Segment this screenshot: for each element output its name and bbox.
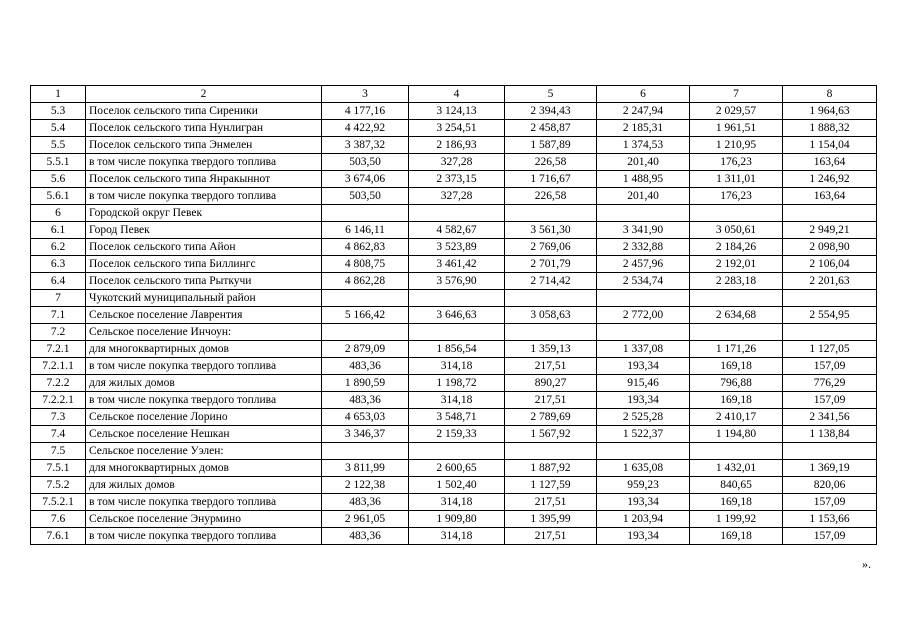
table-row (31, 222, 877, 239)
value-cell: 2 341,56 (783, 409, 877, 426)
row-number-cell: 5.3 (31, 103, 86, 120)
value-cell: 776,29 (783, 375, 877, 392)
value-cell: 1 887,92 (505, 460, 597, 477)
row-number-cell: 7.5.2 (31, 477, 86, 494)
row-number-cell: 7.6 (31, 511, 86, 528)
value-cell: 217,51 (505, 392, 597, 409)
table-row (31, 392, 877, 409)
value-cell: 2 184,26 (690, 239, 783, 256)
value-cell: 1 198,72 (409, 375, 505, 392)
table-row (31, 477, 877, 494)
row-name-cell: Поселок сельского типа Айон (86, 239, 322, 256)
value-cell: 483,36 (322, 494, 409, 511)
value-cell: 1 890,59 (322, 375, 409, 392)
value-cell: 169,18 (690, 358, 783, 375)
value-cell: 1 138,84 (783, 426, 877, 443)
row-number-cell: 7.1 (31, 307, 86, 324)
value-cell (409, 290, 505, 307)
value-cell (505, 205, 597, 222)
value-cell (409, 324, 505, 341)
value-cell: 1 210,95 (690, 137, 783, 154)
value-cell: 820,06 (783, 477, 877, 494)
table-row (31, 205, 877, 222)
value-cell: 503,50 (322, 154, 409, 171)
row-number-cell: 6.1 (31, 222, 86, 239)
value-cell: 2 714,42 (505, 273, 597, 290)
value-cell: 2 373,15 (409, 171, 505, 188)
value-cell: 3 674,06 (322, 171, 409, 188)
value-cell: 3 050,61 (690, 222, 783, 239)
value-cell: 1 171,26 (690, 341, 783, 358)
value-cell: 169,18 (690, 528, 783, 545)
table-row (31, 324, 877, 341)
value-cell: 1 522,37 (597, 426, 690, 443)
row-name-cell: Сельское поселение Энурмино (86, 511, 322, 528)
value-cell: 169,18 (690, 392, 783, 409)
value-cell: 1 567,92 (505, 426, 597, 443)
row-number-cell: 6.2 (31, 239, 86, 256)
row-name-cell: Городской округ Певек (86, 205, 322, 222)
value-cell (597, 205, 690, 222)
header-cell: 8 (783, 86, 877, 103)
value-cell: 201,40 (597, 154, 690, 171)
row-number-cell: 7.2.2 (31, 375, 86, 392)
value-cell (597, 443, 690, 460)
value-cell (409, 205, 505, 222)
value-cell (690, 290, 783, 307)
value-cell: 503,50 (322, 188, 409, 205)
value-cell: 796,88 (690, 375, 783, 392)
value-cell: 483,36 (322, 358, 409, 375)
row-name-cell: в том числе покупка твердого топлива (86, 188, 322, 205)
row-name-cell: Сельское поселение Инчоун: (86, 324, 322, 341)
value-cell: 1 964,63 (783, 103, 877, 120)
row-number-cell: 7.2.1 (31, 341, 86, 358)
value-cell: 2 525,28 (597, 409, 690, 426)
value-cell: 2 283,18 (690, 273, 783, 290)
value-cell: 2 701,79 (505, 256, 597, 273)
value-cell: 3 811,99 (322, 460, 409, 477)
row-name-cell: для многоквартирных домов (86, 341, 322, 358)
closing-quote-mark: ». (862, 557, 871, 571)
value-cell: 193,34 (597, 494, 690, 511)
row-number-cell: 7.5.2.1 (31, 494, 86, 511)
table-row (31, 154, 877, 171)
value-cell: 217,51 (505, 528, 597, 545)
row-name-cell: Сельское поселение Лаврентия (86, 307, 322, 324)
value-cell: 1 203,94 (597, 511, 690, 528)
table-row (31, 171, 877, 188)
value-cell: 4 862,83 (322, 239, 409, 256)
value-cell: 169,18 (690, 494, 783, 511)
value-cell: 915,46 (597, 375, 690, 392)
value-cell: 483,36 (322, 528, 409, 545)
row-name-cell: в том числе покупка твердого топлива (86, 494, 322, 511)
value-cell: 1 909,80 (409, 511, 505, 528)
table-row (31, 511, 877, 528)
value-cell: 4 422,92 (322, 120, 409, 137)
value-cell: 314,18 (409, 494, 505, 511)
value-cell: 2 029,57 (690, 103, 783, 120)
value-cell: 4 582,67 (409, 222, 505, 239)
value-cell: 2 458,87 (505, 120, 597, 137)
table-row (31, 256, 877, 273)
row-name-cell: Поселок сельского типа Сиреники (86, 103, 322, 120)
value-cell: 2 106,04 (783, 256, 877, 273)
value-cell: 193,34 (597, 392, 690, 409)
row-name-cell: в том числе покупка твердого топлива (86, 358, 322, 375)
value-cell: 327,28 (409, 188, 505, 205)
value-cell: 3 548,71 (409, 409, 505, 426)
header-cell: 7 (690, 86, 783, 103)
value-cell: 157,09 (783, 358, 877, 375)
row-number-cell: 5.6.1 (31, 188, 86, 205)
value-cell: 1 194,80 (690, 426, 783, 443)
value-cell: 176,23 (690, 154, 783, 171)
value-cell: 1 127,05 (783, 341, 877, 358)
row-name-cell: Чукотский муниципальный район (86, 290, 322, 307)
value-cell: 2 554,95 (783, 307, 877, 324)
value-cell: 1 246,92 (783, 171, 877, 188)
table-header-row (31, 86, 877, 103)
value-cell: 1 961,51 (690, 120, 783, 137)
value-cell (322, 290, 409, 307)
table-row (31, 273, 877, 290)
value-cell: 314,18 (409, 528, 505, 545)
table-row (31, 120, 877, 137)
row-name-cell: Город Певек (86, 222, 322, 239)
value-cell: 3 254,51 (409, 120, 505, 137)
value-cell: 5 166,42 (322, 307, 409, 324)
value-cell: 217,51 (505, 358, 597, 375)
value-cell: 1 856,54 (409, 341, 505, 358)
value-cell: 1 488,95 (597, 171, 690, 188)
value-cell: 2 159,33 (409, 426, 505, 443)
row-number-cell: 6.3 (31, 256, 86, 273)
value-cell: 1 432,01 (690, 460, 783, 477)
row-name-cell: Сельское поселение Нешкан (86, 426, 322, 443)
row-number-cell: 6.4 (31, 273, 86, 290)
value-cell: 176,23 (690, 188, 783, 205)
row-number-cell: 7.2.1.1 (31, 358, 86, 375)
value-cell: 2 186,93 (409, 137, 505, 154)
row-name-cell: в том числе покупка твердого топлива (86, 528, 322, 545)
value-cell: 483,36 (322, 392, 409, 409)
value-cell: 327,28 (409, 154, 505, 171)
value-cell: 2 185,31 (597, 120, 690, 137)
value-cell: 2 332,88 (597, 239, 690, 256)
value-cell: 2 789,69 (505, 409, 597, 426)
table-row (31, 528, 877, 545)
row-name-cell: для жилых домов (86, 477, 322, 494)
row-number-cell: 5.5.1 (31, 154, 86, 171)
value-cell: 163,64 (783, 154, 877, 171)
value-cell: 1 395,99 (505, 511, 597, 528)
tariff-table (30, 85, 877, 545)
value-cell (783, 324, 877, 341)
row-number-cell: 7.5.1 (31, 460, 86, 477)
value-cell: 2 410,17 (690, 409, 783, 426)
row-name-cell: Поселок сельского типа Биллингс (86, 256, 322, 273)
value-cell: 3 461,42 (409, 256, 505, 273)
table-row (31, 239, 877, 256)
value-cell (322, 205, 409, 222)
row-name-cell: Поселок сельского типа Энмелен (86, 137, 322, 154)
value-cell (783, 443, 877, 460)
value-cell: 1 154,04 (783, 137, 877, 154)
value-cell: 2 201,63 (783, 273, 877, 290)
value-cell: 3 341,90 (597, 222, 690, 239)
value-cell: 1 369,19 (783, 460, 877, 477)
value-cell (322, 324, 409, 341)
row-name-cell: Сельское поселение Уэлен: (86, 443, 322, 460)
value-cell: 2 098,90 (783, 239, 877, 256)
value-cell: 2 634,68 (690, 307, 783, 324)
row-name-cell: Поселок сельского типа Рыткучи (86, 273, 322, 290)
row-name-cell: для жилых домов (86, 375, 322, 392)
row-name-cell: в том числе покупка твердого топлива (86, 392, 322, 409)
value-cell: 959,23 (597, 477, 690, 494)
value-cell: 1 153,66 (783, 511, 877, 528)
table-row (31, 103, 877, 120)
value-cell (505, 290, 597, 307)
value-cell: 1 716,67 (505, 171, 597, 188)
row-number-cell: 7.2.2.1 (31, 392, 86, 409)
value-cell: 840,65 (690, 477, 783, 494)
value-cell: 201,40 (597, 188, 690, 205)
value-cell: 3 124,13 (409, 103, 505, 120)
value-cell (597, 324, 690, 341)
value-cell: 226,58 (505, 154, 597, 171)
value-cell: 1 199,92 (690, 511, 783, 528)
value-cell: 2 247,94 (597, 103, 690, 120)
row-number-cell: 7.4 (31, 426, 86, 443)
table-row (31, 426, 877, 443)
value-cell: 1 311,01 (690, 171, 783, 188)
value-cell: 3 523,89 (409, 239, 505, 256)
header-cell: 2 (86, 86, 322, 103)
value-cell: 4 653,03 (322, 409, 409, 426)
value-cell: 3 561,30 (505, 222, 597, 239)
value-cell (690, 443, 783, 460)
value-cell: 193,34 (597, 358, 690, 375)
table-row (31, 409, 877, 426)
value-cell: 1 635,08 (597, 460, 690, 477)
value-cell: 2 600,65 (409, 460, 505, 477)
row-number-cell: 5.5 (31, 137, 86, 154)
value-cell (505, 443, 597, 460)
value-cell: 193,34 (597, 528, 690, 545)
value-cell: 2 961,05 (322, 511, 409, 528)
value-cell: 6 146,11 (322, 222, 409, 239)
table-body (31, 86, 877, 545)
value-cell (783, 205, 877, 222)
table-row (31, 341, 877, 358)
row-name-cell: в том числе покупка твердого топлива (86, 154, 322, 171)
row-number-cell: 7.6.1 (31, 528, 86, 545)
value-cell (409, 443, 505, 460)
value-cell: 3 576,90 (409, 273, 505, 290)
table-row (31, 307, 877, 324)
value-cell (597, 290, 690, 307)
table-row (31, 358, 877, 375)
header-cell: 5 (505, 86, 597, 103)
table-row (31, 494, 877, 511)
value-cell (690, 324, 783, 341)
row-number-cell: 6 (31, 205, 86, 222)
header-cell: 4 (409, 86, 505, 103)
value-cell: 2 772,00 (597, 307, 690, 324)
value-cell (322, 443, 409, 460)
row-number-cell: 7 (31, 290, 86, 307)
value-cell: 2 122,38 (322, 477, 409, 494)
value-cell: 1 359,13 (505, 341, 597, 358)
value-cell (783, 290, 877, 307)
table-row (31, 443, 877, 460)
value-cell: 217,51 (505, 494, 597, 511)
header-cell: 1 (31, 86, 86, 103)
value-cell: 314,18 (409, 358, 505, 375)
value-cell: 1 374,53 (597, 137, 690, 154)
table-row (31, 460, 877, 477)
value-cell: 4 862,28 (322, 273, 409, 290)
value-cell: 157,09 (783, 528, 877, 545)
row-number-cell: 7.2 (31, 324, 86, 341)
value-cell: 4 808,75 (322, 256, 409, 273)
value-cell: 157,09 (783, 392, 877, 409)
value-cell: 3 387,32 (322, 137, 409, 154)
value-cell: 163,64 (783, 188, 877, 205)
value-cell: 2 394,43 (505, 103, 597, 120)
header-cell: 6 (597, 86, 690, 103)
value-cell: 1 127,59 (505, 477, 597, 494)
value-cell: 2 192,01 (690, 256, 783, 273)
value-cell: 2 879,09 (322, 341, 409, 358)
value-cell: 1 888,32 (783, 120, 877, 137)
table-row (31, 188, 877, 205)
row-number-cell: 5.6 (31, 171, 86, 188)
header-cell: 3 (322, 86, 409, 103)
value-cell: 1 337,08 (597, 341, 690, 358)
value-cell: 2 457,96 (597, 256, 690, 273)
value-cell: 157,09 (783, 494, 877, 511)
value-cell (505, 324, 597, 341)
value-cell (690, 205, 783, 222)
row-number-cell: 5.4 (31, 120, 86, 137)
value-cell: 2 949,21 (783, 222, 877, 239)
value-cell: 4 177,16 (322, 103, 409, 120)
row-name-cell: Сельское поселение Лорино (86, 409, 322, 426)
value-cell: 1 502,40 (409, 477, 505, 494)
table-row (31, 290, 877, 307)
row-number-cell: 7.5 (31, 443, 86, 460)
value-cell: 2 534,74 (597, 273, 690, 290)
value-cell: 2 769,06 (505, 239, 597, 256)
value-cell: 226,58 (505, 188, 597, 205)
value-cell: 314,18 (409, 392, 505, 409)
value-cell: 3 346,37 (322, 426, 409, 443)
row-name-cell: для многоквартирных домов (86, 460, 322, 477)
table-row (31, 137, 877, 154)
value-cell: 1 587,89 (505, 137, 597, 154)
value-cell: 3 058,63 (505, 307, 597, 324)
row-number-cell: 7.3 (31, 409, 86, 426)
row-name-cell: Поселок сельского типа Янракыннот (86, 171, 322, 188)
table-row (31, 375, 877, 392)
value-cell: 890,27 (505, 375, 597, 392)
value-cell: 3 646,63 (409, 307, 505, 324)
row-name-cell: Поселок сельского типа Нунлигран (86, 120, 322, 137)
